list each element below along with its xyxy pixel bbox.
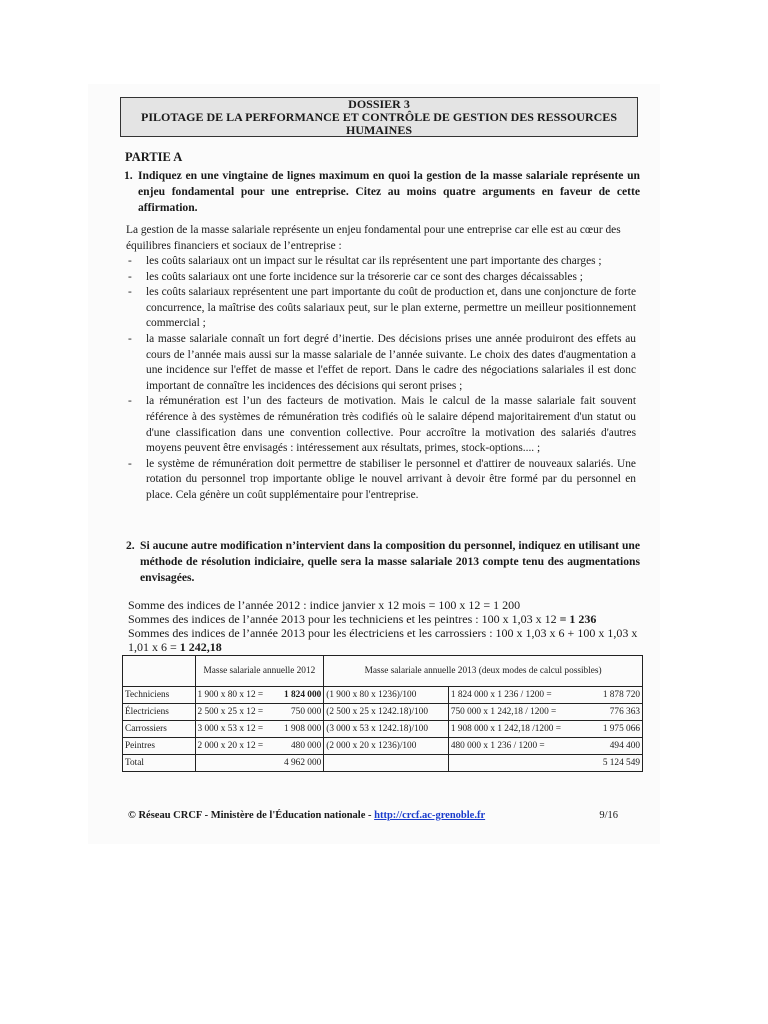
table-cell: 480 000 x 1 236 / 1200 = 494 400 bbox=[448, 738, 642, 755]
question-1-number: 1. bbox=[124, 169, 133, 182]
answer-intro: La gestion de la masse salariale représente un enjeu fondamental pour une entreprise car elle est au cœur des équilibres financiers et sociaux de l’entreprise : bbox=[126, 224, 621, 252]
table-row bbox=[123, 704, 643, 721]
list-item: - le système de rémunération doit permettre de stabiliser le personnel et d'attirer de nouveaux salariés. Une rotation du personnel trop importante oblige le nouvel arrivant à devoir être formé par du personnel en place. Cela génère un coût supplémentaire pour l'entreprise. bbox=[128, 457, 636, 501]
dossier-title-line1: PILOTAGE DE LA PERFORMANCE ET CONTRÔLE DE GESTION DES RESSOURCES bbox=[141, 110, 617, 124]
table-cell: 4 962 000 bbox=[195, 755, 324, 772]
index-calculation bbox=[128, 598, 640, 654]
table-cell: (3 000 x 53 x 1242.18)/100 bbox=[324, 721, 449, 738]
table-cell: (1 900 x 80 x 1236)/100 bbox=[324, 687, 449, 704]
header-category bbox=[123, 656, 196, 687]
table-cell: 750 000 x 1 242,18 / 1200 = 776 363 bbox=[448, 704, 642, 721]
argument-list bbox=[126, 254, 636, 504]
section-title: PARTIE A bbox=[125, 150, 183, 164]
table-cell: 3 000 x 53 x 12 = 1 908 000 bbox=[195, 721, 324, 738]
question-2-number: 2. bbox=[126, 539, 135, 552]
table-cell: (2 000 x 20 x 1236)/100 bbox=[324, 738, 449, 755]
dossier-header bbox=[120, 97, 638, 137]
dossier-title-line2: HUMAINES bbox=[345, 123, 412, 137]
list-item: - la masse salariale connaît un fort degré d’inertie. Des décisions prises une année produiront des effets au cours de l’année mais aussi sur la masse salariale de l’année suivante. Le choix des dates d'augmentation a une incidence sur l'effet de masse et l'effet de report. Dans le cadre des négociations salariales il est donc important de connaître les incidences des décisions qui seront prises ; bbox=[128, 332, 636, 392]
table-cell: 2 500 x 25 x 12 = 750 000 bbox=[195, 704, 324, 721]
list-item: - les coûts salariaux ont un impact sur le résultat car ils représentent une part importante des charges ; bbox=[128, 255, 602, 267]
footer-copyright: © Réseau CRCF - Ministère de l'Éducation nationale - bbox=[128, 810, 375, 821]
table-row bbox=[123, 721, 643, 738]
calc-line-2013-elec: Sommes des indices de l’année 2013 pour les électriciens et les carrossiers : 100 x 1,03 x 6 + 100 x 1,03 x 1,01 x 6 = 1 242,18 bbox=[128, 626, 638, 654]
table-cell: 1 900 x 80 x 12 = 1 824 000 bbox=[195, 687, 324, 704]
question-2 bbox=[126, 538, 640, 586]
table-cell: Carrossiers bbox=[123, 721, 196, 738]
dossier-number: DOSSIER 3 bbox=[348, 97, 410, 111]
header-2013: Masse salariale annuelle 2013 (deux modes de calcul possibles) bbox=[324, 656, 643, 687]
table-cell: Techniciens bbox=[123, 687, 196, 704]
table-cell: Électriciens bbox=[123, 704, 196, 721]
table-cell: 2 000 x 20 x 12 = 480 000 bbox=[195, 738, 324, 755]
page-number: 9/16 bbox=[599, 810, 618, 821]
table-total-row bbox=[123, 755, 643, 772]
table-cell: 5 124 549 bbox=[448, 755, 642, 772]
table-cell: (2 500 x 25 x 1242.18)/100 bbox=[324, 704, 449, 721]
page-footer bbox=[128, 810, 618, 821]
header-2012: Masse salariale annuelle 2012 bbox=[195, 656, 324, 687]
table-cell bbox=[324, 755, 449, 772]
calc-line-2012: Somme des indices de l’année 2012 : indice janvier x 12 mois = 100 x 12 = 1 200 bbox=[128, 598, 521, 612]
table-cell: 1 908 000 x 1 242,18 /1200 = 1 975 066 bbox=[448, 721, 642, 738]
salary-table bbox=[122, 655, 643, 772]
list-item: - la rémunération est l’un des facteurs de motivation. Mais le calcul de la masse salariale fait souvent référence à des systèmes de rémunération très codifiés où le salaire dépend majoritairement d'un statut ou d'une classification dans une convention collective. Pour accroître la motivation des salariés d'autres moyens peuvent être envisagés : intéressement aux résultats, primes, stock-options.... ; bbox=[128, 395, 636, 455]
question-1 bbox=[124, 168, 640, 216]
table-cell: Peintres bbox=[123, 738, 196, 755]
table-cell: 1 824 000 x 1 236 / 1200 = 1 878 720 bbox=[448, 687, 642, 704]
list-item: - les coûts salariaux représentent une part importante du coût de production et, dans une conjoncture de forte concurrence, la maîtrise des coûts salariaux peut, sur le plan externe, permettre un meilleur positionnement commercial ; bbox=[128, 286, 636, 330]
question-2-text: Si aucune autre modification n’intervient dans la composition du personnel, indiquez en utilisant une méthode de résolution indiciaire, quelle sera la masse salariale 2013 compte tenu des augmentations envisagées. bbox=[140, 539, 640, 584]
calc-line-2013-tech: Sommes des indices de l’année 2013 pour les techniciens et les peintres : 100 x 1,03 x 12 = 1 236 bbox=[128, 612, 597, 626]
table-row bbox=[123, 687, 643, 704]
list-item: - les coûts salariaux ont une forte incidence sur la trésorerie car ce sont des charges décaissables ; bbox=[128, 270, 583, 283]
footer-link[interactable]: http://crcf.ac-grenoble.fr bbox=[374, 810, 486, 821]
table-row bbox=[123, 738, 643, 755]
table-header-row bbox=[123, 656, 643, 687]
table-cell: Total bbox=[123, 755, 196, 772]
question-1-text: Indiquez en une vingtaine de lignes maximum en quoi la gestion de la masse salariale représente un enjeu fondamental pour une entreprise. Citez au moins quatre arguments en faveur de cette affirmation. bbox=[138, 169, 640, 214]
